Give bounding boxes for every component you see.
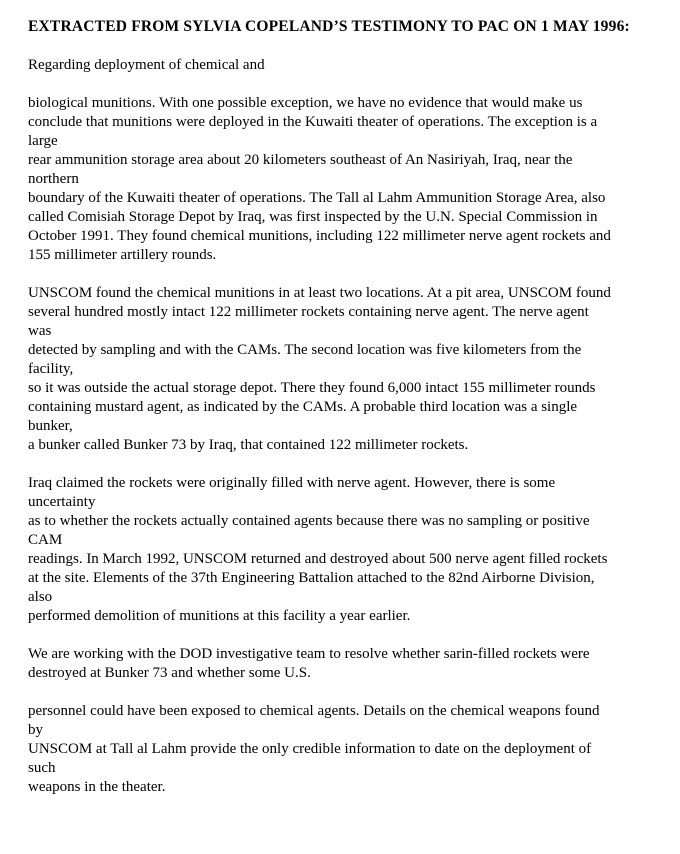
text-line: personnel could have been exposed to chemical agents. Details on the chemical weapons found: [28, 703, 600, 719]
text-line: UNSCOM found the chemical munitions in at least two locations. At a pit area, UNSCOM found: [28, 285, 611, 301]
text-line: UNSCOM at Tall al Lahm provide the only credible information to date on the deployment of: [28, 741, 592, 757]
text-line: October 1991. They found chemical munitions, including 122 millimeter nerve agent rockets and: [28, 228, 611, 244]
text-line: large: [28, 133, 58, 149]
paragraph: [28, 645, 654, 683]
text-line: Regarding deployment of chemical and: [28, 57, 265, 73]
text-line: bunker,: [28, 418, 73, 434]
text-line: so it was outside the actual storage depot. There they found 6,000 intact 155 millimeter rounds: [28, 380, 596, 396]
text-line: facility,: [28, 361, 74, 377]
paragraph: [28, 702, 654, 797]
text-line: 155 millimeter artillery rounds.: [28, 247, 217, 263]
text-line: detected by sampling and with the CAMs. The second location was five kilometers from the: [28, 342, 582, 358]
text-line: called Comisiah Storage Depot by Iraq, was first inspected by the U.N. Special Commission in: [28, 209, 598, 225]
paragraph: [28, 474, 654, 626]
text-line: also: [28, 589, 53, 605]
text-line: CAM: [28, 532, 63, 548]
text-line: several hundred mostly intact 122 millimeter rockets containing nerve agent. The nerve agent: [28, 304, 589, 320]
paragraph: [28, 56, 654, 75]
paragraph: [28, 94, 654, 265]
text-line: such: [28, 760, 56, 776]
text-line: by: [28, 722, 43, 738]
document-body: [28, 56, 654, 797]
text-line: at the site. Elements of the 37th Engineering Battalion attached to the 82nd Airborne Division,: [28, 570, 595, 586]
text-line: conclude that munitions were deployed in the Kuwaiti theater of operations. The exception is a: [28, 114, 598, 130]
text-line: readings. In March 1992, UNSCOM returned and destroyed about 500 nerve agent filled rockets: [28, 551, 608, 567]
text-line: destroyed at Bunker 73 and whether some U.S.: [28, 665, 311, 681]
text-line: Iraq claimed the rockets were originally filled with nerve agent. However, there is some: [28, 475, 556, 491]
text-line: as to whether the rockets actually contained agents because there was no sampling or positive: [28, 513, 590, 529]
text-line: northern: [28, 171, 79, 187]
text-line: uncertainty: [28, 494, 96, 510]
text-line: weapons in the theater.: [28, 779, 166, 795]
text-line: a bunker called Bunker 73 by Iraq, that contained 122 millimeter rockets.: [28, 437, 469, 453]
document-title: EXTRACTED FROM SYLVIA COPELAND’S TESTIMONY TO PAC ON 1 MAY 1996:: [28, 18, 630, 35]
text-line: rear ammunition storage area about 20 kilometers southeast of An Nasiriyah, Iraq, near the: [28, 152, 573, 168]
paragraph: [28, 284, 654, 455]
text-line: biological munitions. With one possible exception, we have no evidence that would make us: [28, 95, 583, 111]
text-line: We are working with the DOD investigative team to resolve whether sarin-filled rockets were: [28, 646, 590, 662]
text-line: was: [28, 323, 52, 339]
text-line: performed demolition of munitions at this facility a year earlier.: [28, 608, 411, 624]
text-line: containing mustard agent, as indicated by the CAMs. A probable third location was a single: [28, 399, 578, 415]
text-line: boundary of the Kuwaiti theater of operations. The Tall al Lahm Ammunition Storage Area, also: [28, 190, 606, 206]
